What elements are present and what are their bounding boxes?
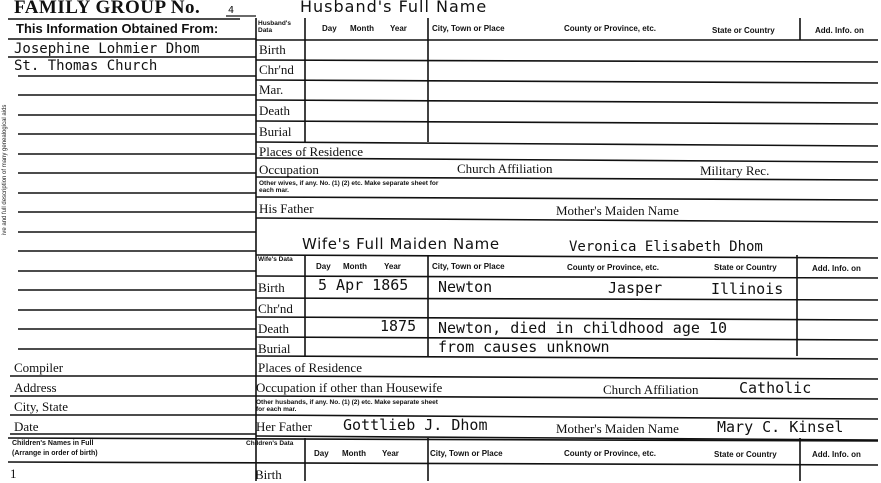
form-title: FAMILY GROUP No. — [14, 0, 201, 18]
wife-birth-date[interactable]: 5 Apr 1865 — [318, 276, 409, 294]
children-data-label: Children's Data — [246, 440, 294, 447]
wife-col-day: Day — [316, 262, 331, 271]
wife-mother[interactable]: Mary C. Kinsel — [717, 418, 844, 436]
wife-death-place[interactable]: Newton, died in childhood age 10 — [438, 319, 727, 337]
husband-birth-label: Birth — [259, 42, 286, 57]
source-1[interactable]: Josephine Lohmier Dhom — [14, 41, 200, 57]
husband-church-label: Church Affiliation — [457, 161, 553, 176]
col-month: Month — [350, 24, 374, 33]
children-col-day: Day — [314, 449, 329, 458]
children-col-add-info: Add. Info. on — [812, 450, 861, 459]
col-county: County or Province, etc. — [564, 24, 657, 33]
husband-name-label: Husband's Full Name — [300, 0, 488, 16]
husband-death-label: Death — [259, 103, 291, 118]
wife-birth-place[interactable]: Newton — [438, 278, 493, 296]
col-year: Year — [390, 24, 407, 33]
city-state-label: City, State — [14, 399, 69, 414]
wife-col-county: County or Province, etc. — [567, 263, 660, 272]
wife-father[interactable]: Gottlieb J. Dhom — [343, 416, 488, 434]
group-number[interactable]: 4 — [228, 5, 235, 16]
children-col-city: City, Town or Place — [430, 449, 503, 458]
wife-residence-label: Places of Residence — [258, 360, 362, 375]
husband-occupation-label: Occupation — [259, 162, 319, 177]
wife-church-label: Church Affiliation — [603, 382, 699, 397]
wife-christened-label: Chr'nd — [258, 301, 293, 316]
wife-col-month: Month — [343, 262, 367, 271]
date-label: Date — [14, 419, 39, 434]
wife-burial-label: Burial — [258, 341, 291, 356]
husband-burial-label: Burial — [259, 124, 292, 139]
wife-birth-label: Birth — [258, 280, 285, 295]
wife-col-state: State or Country — [714, 263, 777, 272]
husband-christened-label: Chr'nd — [259, 62, 294, 77]
husband-residence-label: Places of Residence — [259, 144, 363, 159]
child-1-birth-label: Birth — [255, 467, 282, 482]
wife-death-year[interactable]: 1875 — [380, 317, 417, 335]
child-1-number: 1 — [10, 466, 17, 481]
col-add-info: Add. Info. on — [815, 26, 864, 35]
col-day: Day — [322, 24, 337, 33]
wife-occupation-label: Occupation if other than Housewife — [256, 380, 443, 395]
wife-birth-state[interactable]: Illinois — [711, 280, 784, 298]
children-col-state: State or Country — [714, 450, 777, 459]
children-col-year: Year — [382, 449, 399, 458]
compiler-label: Compiler — [14, 360, 64, 375]
children-col-month: Month — [342, 449, 366, 458]
obtained-from-label: This Information Obtained From: — [16, 21, 219, 36]
children-order-label: (Arrange in order of birth) — [12, 450, 98, 457]
margin-note: ive and full description of many genealogical aids — [2, 104, 8, 235]
source-2[interactable]: St. Thomas Church — [14, 58, 158, 74]
address-label: Address — [14, 380, 57, 395]
wife-col-city: City, Town or Place — [432, 262, 505, 271]
wife-father-label: Her Father — [256, 419, 312, 434]
children-col-county: County or Province, etc. — [564, 449, 657, 458]
husband-military-label: Military Rec. — [700, 163, 770, 178]
wife-death-label: Death — [258, 321, 290, 336]
wife-church[interactable]: Catholic — [739, 379, 812, 397]
wife-burial-note[interactable]: from causes unknown — [438, 338, 610, 356]
husband-marriage-label: Mar. — [259, 82, 284, 97]
husband-data-label: Husband's Data — [258, 20, 291, 34]
husband-father-label: His Father — [259, 201, 314, 216]
wife-name-label: Wife's Full Maiden Name — [302, 235, 500, 253]
wife-other-husbands-label: Other husbands, if any. No. (1) (2) etc. Make separate sheet for each mar. — [256, 399, 438, 413]
wife-name[interactable]: Veronica Elisabeth Dhom — [569, 239, 763, 255]
husband-mother-label: Mother's Maiden Name — [556, 203, 679, 218]
col-state: State or Country — [712, 26, 775, 35]
wife-data-label: Wife's Data — [258, 256, 293, 263]
husband-other-wives-label: Other wives, if any. No. (1) (2) etc. Make separate sheet for each mar. — [259, 180, 439, 194]
col-city: City, Town or Place — [432, 24, 505, 33]
wife-birth-county[interactable]: Jasper — [608, 279, 663, 297]
children-names-label: Children's Names in Full — [12, 440, 94, 447]
wife-col-add-info: Add. Info. on — [812, 264, 861, 273]
wife-mother-label: Mother's Maiden Name — [556, 421, 679, 436]
wife-col-year: Year — [384, 262, 401, 271]
